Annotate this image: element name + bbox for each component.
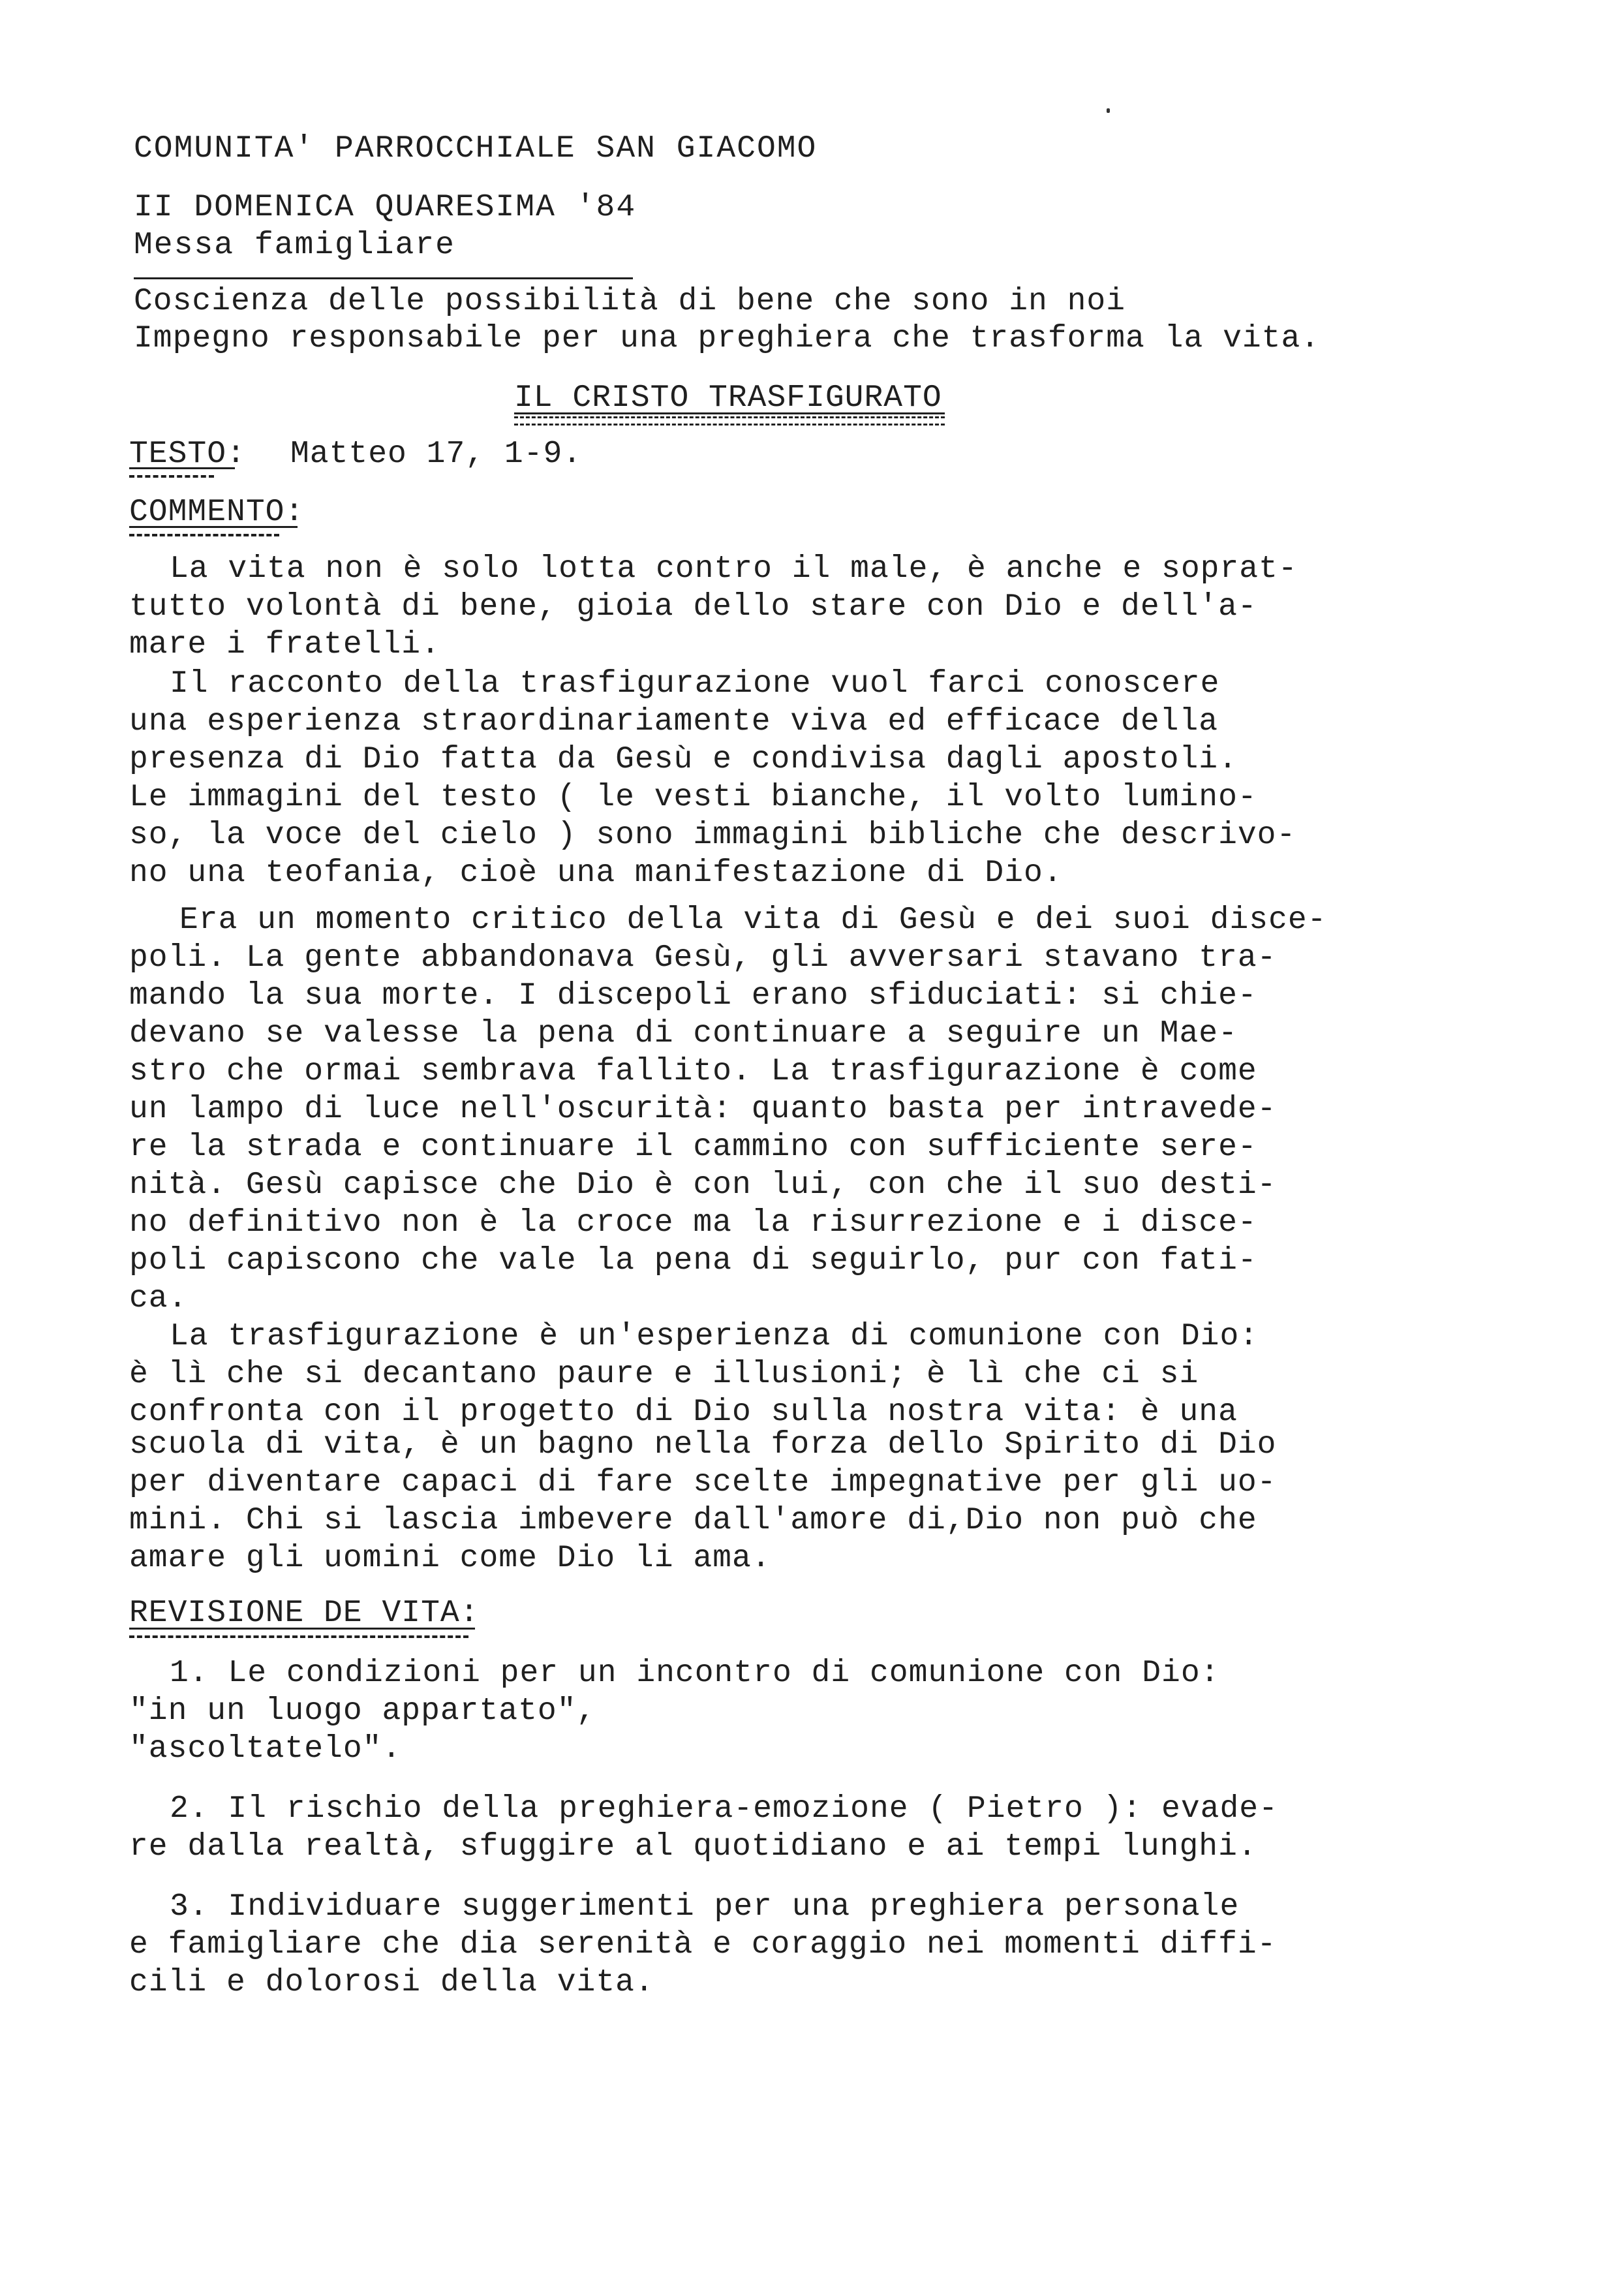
page-title: IL CRISTO TRASFIGURATO [514, 380, 942, 416]
revisione-item-line: "in un luogo appartato", [129, 1694, 596, 1729]
commento-line: è lì che si decantano paure e illusioni; è lì che ci si [129, 1357, 1199, 1392]
commento-line: un lampo di luce nell'oscurità: quanto basta per intravede- [129, 1092, 1277, 1127]
revisione-item-line: re dalla realtà, sfuggire al quotidiano e ai tempi lunghi. [129, 1829, 1257, 1864]
commento-line: mando la sua morte. I discepoli erano sfiduciati: si chie- [129, 978, 1257, 1013]
commento-line: no definitivo non è la croce ma la risurrezione e i disce- [129, 1205, 1257, 1241]
commento-line: no una teofania, cioè una manifestazione di Dio. [129, 856, 1063, 891]
title-double-rule [514, 416, 945, 426]
commento-line: so, la voce del cielo ) sono immagini bibliche che descrivo- [129, 818, 1296, 853]
commento-line: Era un momento critico della vita di Gesù e dei suoi disce- [179, 903, 1327, 938]
revisione-underline [129, 1628, 475, 1630]
commento-line: presenza di Dio fatta da Gesù e condivisa dagli apostoli. [129, 742, 1238, 777]
commento-line: amare gli uomini come Dio li ama. [129, 1541, 771, 1576]
revisione-item-line: 1. Le condizioni per un incontro di comunione con Dio: [170, 1656, 1220, 1691]
commento-line: scuola di vita, è un bagno nella forza dello Spirito di Dio [129, 1427, 1277, 1462]
occasion: II DOMENICA QUARESIMA '84 [134, 190, 637, 225]
commento-line: stro che ormai sembrava fallito. La trasfigurazione è come [129, 1054, 1257, 1089]
commento-line: devano se valesse la pena di continuare a seguire un Mae- [129, 1016, 1238, 1051]
commento-line: mini. Chi si lascia imbevere dall'amore di,Dio non può che [129, 1503, 1257, 1538]
commento-line: Le immagini del testo ( le vesti bianche, il volto lumino- [129, 780, 1257, 815]
ink-speck [1107, 108, 1110, 113]
revisione-item-line: cili e dolorosi della vita. [129, 1965, 654, 2000]
commento-line: La vita non è solo lotta contro il male, è anche e soprat- [170, 551, 1298, 587]
testo-dash-rule [129, 475, 214, 478]
commento-underline [129, 526, 298, 528]
revisione-item-line: e famigliare che dia serenità e coraggio nei momenti diffi- [129, 1927, 1277, 1962]
revisione-item-line: 2. Il rischio della preghiera-emozione ( Pietro ): evade- [170, 1791, 1278, 1827]
theme-line: Impegno responsabile per una preghiera che trasforma la vita. [134, 321, 1321, 356]
revisione-label: REVISIONE DE VITA: [129, 1596, 480, 1631]
commento-line: mare i fratelli. [129, 627, 440, 662]
revisione-item-line: 3. Individuare suggerimenti per una preghiera personale [170, 1889, 1240, 1925]
header-rule [134, 277, 633, 279]
commento-line: Il racconto della trasfigurazione vuol farci conoscere [170, 666, 1220, 702]
commento-line: tutto volontà di bene, gioia dello stare con Dio e dell'a- [129, 589, 1257, 625]
commento-line: poli capiscono che vale la pena di seguirlo, pur con fati- [129, 1243, 1257, 1278]
mass-type: Messa famigliare [134, 228, 455, 263]
testo-reference: Matteo 17, 1-9. [290, 437, 583, 472]
theme-line: Coscienza delle possibilità di bene che sono in noi [134, 284, 1126, 319]
commento-line: una esperienza straordinariamente viva ed efficace della [129, 704, 1219, 739]
testo-label: TESTO: [129, 437, 246, 472]
parish-name: COMUNITA' PARROCCHIALE SAN GIACOMO [134, 131, 818, 166]
commento-line: re la strada e continuare il cammino con sufficiente sere- [129, 1130, 1257, 1165]
commento-label: COMMENTO: [129, 495, 305, 530]
commento-line: per diventare capaci di fare scelte impegnative per gli uo- [129, 1465, 1277, 1500]
commento-line: ca. [129, 1281, 188, 1316]
commento-line: nità. Gesù capisce che Dio è con lui, con che il suo desti- [129, 1168, 1277, 1203]
title-underline [514, 412, 945, 414]
commento-line: confronta con il progetto di Dio sulla nostra vita: è una [129, 1395, 1238, 1430]
commento-line: poli. La gente abbandonava Gesù, gli avversari stavano tra- [129, 940, 1277, 976]
testo-underline [129, 467, 235, 469]
commento-line: La trasfigurazione è un'esperienza di comunione con Dio: [170, 1319, 1259, 1354]
revisione-dash-rule [129, 1635, 468, 1638]
revisione-item-line: "ascoltatelo". [129, 1731, 402, 1767]
commento-dash-rule [129, 534, 279, 536]
